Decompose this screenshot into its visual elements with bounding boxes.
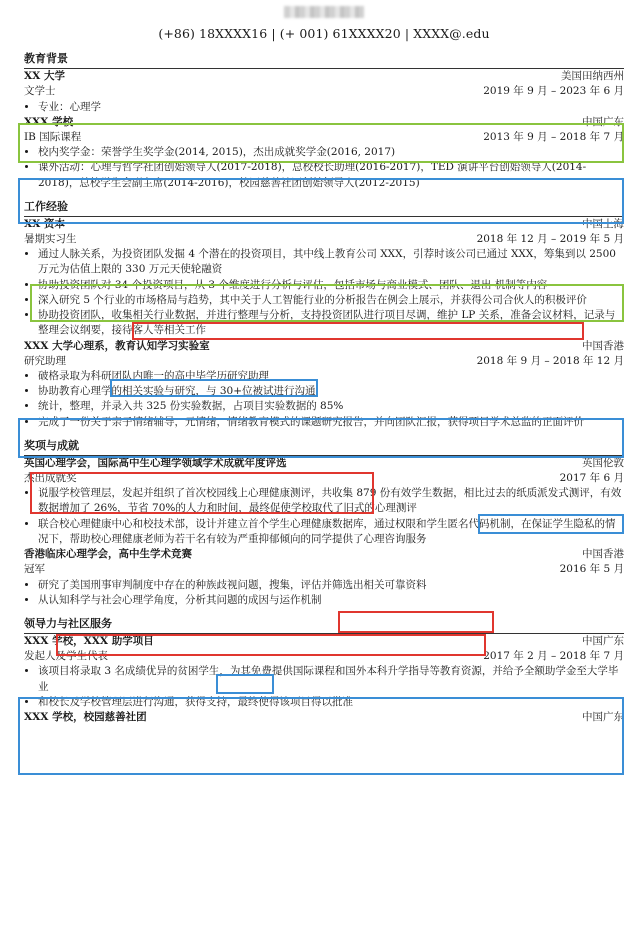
location: 中国广东	[582, 634, 624, 647]
dates: 2017 年 2 月 – 2018 年 7 月	[483, 650, 624, 663]
role: 杰出成就奖	[24, 471, 77, 484]
role: 暑期实习生	[24, 232, 77, 245]
location: 中国广东	[582, 115, 624, 128]
location: 中国香港	[582, 548, 624, 561]
dates: 2018 年 12 月 – 2019 年 5 月	[476, 232, 624, 245]
contact-line: (+86) 18XXXX16 | (+ 001) 61XXXX20 | XXXX@.edu	[158, 26, 490, 41]
org-name: 香港临床心理学会，高中生学术竞赛	[24, 548, 192, 561]
list-item: • 联合校心理健康中心和校技术部，设计并建立首个学生心理健康数据库，通过权限和学生匿名代码机制，在保证学生隐私的情况下，帮助校心理健康老师为若干名有较为严重抑郁倾向的同学提供了心理咨询服务	[38, 517, 624, 547]
list-item: • 从认知科学与社会心理学角度，分析其问题的成因与运作机制	[38, 593, 624, 608]
education-entry-2	[24, 115, 624, 191]
list-item: • 完成了一份关于亲子情绪辅导，元情绪，情绪教育模式的课题研究报告，并向团队汇报，获得项目学术总监的正面评价	[38, 415, 624, 430]
education-entry-1	[24, 69, 624, 115]
section-title-education: 教育背景	[24, 51, 624, 69]
location: 英国伦敦	[582, 456, 624, 469]
list-item: • 通过人脉关系，为投资团队发掘 4 个潜在的投资项目，其中线上教育公司 XXX，引荐时该公司已通过 XXX，筹集到以 2500 万元为估值上限的 330 万元天使轮融资	[38, 247, 624, 277]
list-item: • 协助投资团队对 34 个投资项目，从 3 个维度进行分析与评估，包括市场与商业模式、团队、退出 机制等内容	[38, 278, 624, 293]
list-item: • 说服学校管理层，发起并组织了首次校园线上心理健康测评，共收集 879 份有效学生数据，相比过去的纸质派发式测评，有效数据增加了 26%，节省 70%的人力和时间，最终促使学校取代了旧式的心理测评	[38, 486, 624, 516]
dates: 2013 年 9 月 – 2018 年 7 月	[483, 130, 624, 143]
dates: 2018 年 9 月 – 2018 年 12 月	[476, 354, 624, 367]
name-header	[24, 0, 624, 20]
dates: 2016 年 5 月	[559, 563, 624, 576]
location: 美国田纳西州	[561, 70, 624, 83]
section-title-work: 工作经验	[24, 199, 624, 217]
role: IB 国际课程	[24, 130, 82, 143]
work-entry-1	[24, 217, 624, 339]
location: 中国上海	[582, 217, 624, 230]
list-item: • 和校长及学校管理层进行沟通，获得支持，最终使得该项目得以批准	[38, 695, 624, 710]
list-item: • 该项目将录取 3 名成绩优异的贫困学生，为其免费提供国际课程和国外本科升学指导等教育资源，并给予全额助学金至大学毕业	[38, 664, 624, 694]
work-entry-2	[24, 339, 624, 430]
section-title-leadership: 领导力与社区服务	[24, 616, 624, 634]
dates: 2019 年 9 月 – 2023 年 6 月	[483, 85, 624, 98]
org-name: XX 资本	[24, 217, 65, 230]
list-item: • 专业：心理学	[38, 100, 624, 115]
list-item: • 协助教育心理学的相关实验与研究，与 30+位被试进行沟通	[38, 384, 624, 399]
org-name: XX 大学	[24, 70, 65, 83]
list-item: • 破格录取为科研团队内唯一的高中毕学历研究助理	[38, 369, 624, 384]
list-item: • 研究了美国刑事审判制度中存在的种族歧视问题，搜集，评估并筛选出相关可靠资料	[38, 578, 624, 593]
org-name: XXX 学校，XXX 助学项目	[24, 634, 154, 647]
list-item: • 校内奖学金：荣誉学生奖学金(2014, 2015)，杰出成就奖学金(2016, 2017)	[38, 145, 624, 160]
list-item: • 课外活动：心理与哲学社团创始领导人(2017-2018)，总校校长助理(2016-2017)，TED 演讲平台创始领导人(2014-2018)，总校学生会副主席(2014-2016)，校园慈善社团创始领导人(2012-2015)	[38, 160, 624, 190]
leadership-entry-2	[24, 710, 624, 725]
award-entry-2	[24, 547, 624, 608]
redacted-name	[284, 6, 364, 18]
org-name: XXX 学校	[24, 115, 74, 128]
leadership-entry-1	[24, 634, 624, 710]
list-item: • 协助投资团队，收集相关行业数据，并进行整理与分析，支持投资团队进行项目尽调，维护 LP 关系，准备会议材料，记录与整理会议纲要，接待客人等相关工作	[38, 308, 624, 338]
role: 冠军	[24, 563, 45, 576]
org-name: XXX 大学心理系，教育认知学习实验室	[24, 339, 210, 352]
org-name: 英国心理学会，国际高中生心理学领域学术成就年度评选	[24, 456, 287, 469]
dates: 2017 年 6 月	[559, 471, 624, 484]
award-entry-1	[24, 456, 624, 547]
location: 中国广东	[582, 710, 624, 723]
org-name: XXX 学校，校园慈善社团	[24, 710, 147, 723]
list-item: • 统计，整理，并录入共 325 份实验数据，占项目实验数据的 85%	[38, 399, 624, 414]
location: 中国香港	[582, 339, 624, 352]
role: 发起人及学生代表	[24, 650, 108, 663]
list-item: • 深入研究 5 个行业的市场格局与趋势，其中关于人工智能行业的分析报告在例会上展示，并获得公司合伙人的积极评价	[38, 293, 624, 308]
role: 研究助理	[24, 354, 66, 367]
role: 文学士	[24, 85, 56, 98]
section-title-awards: 奖项与成就	[24, 438, 624, 456]
